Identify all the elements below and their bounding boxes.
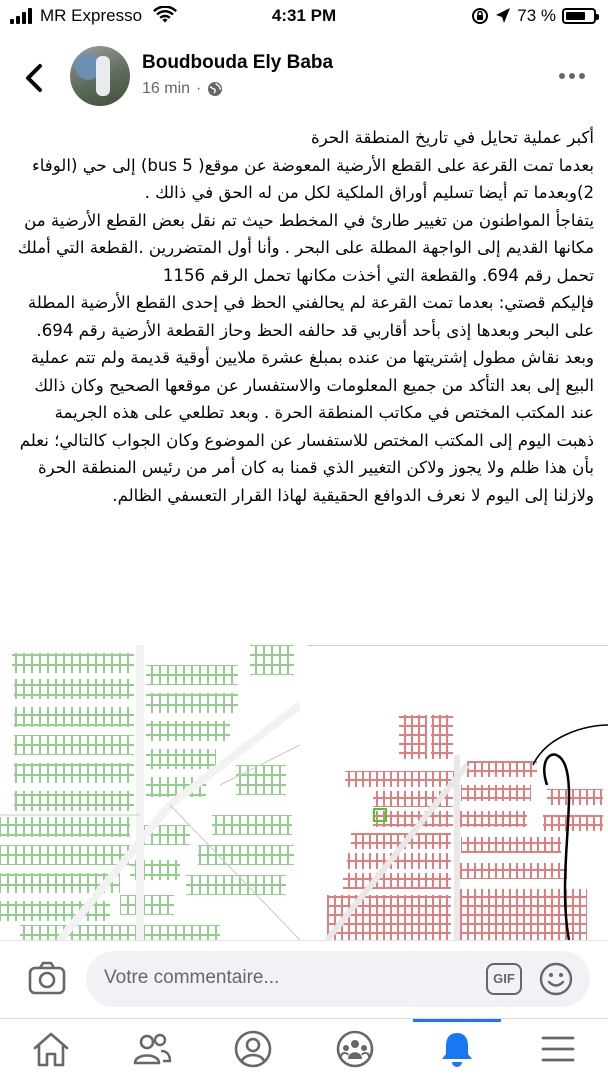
author-name[interactable]: Boudbouda Ely Baba — [142, 52, 334, 73]
green-plot-map — [0, 645, 300, 940]
friends-icon[interactable] — [131, 1029, 173, 1069]
post-image-green-plan[interactable] — [0, 645, 300, 940]
post-paragraph: فإليكم قصتي: بعدما تمت القرعة لم يحالفني الحظ في إحدى القطع الأرضية المطلة على البحر وبعدها إذى بأحد أقاربي قد حالفه الحظ وحاز القطعة الأرضية رقم 694. وبعد نقاش مطول إشتريتها من عنده بمبلغ عشرة ملايين أوقية قديمة ولم تتم عملية البيع إلى بعد التأكد من جميع المعلومات والاستفسار عن موقعها الصحيح وكان ذالك عند المكتب المختص في مكاتب المنطقة الحرة . وبعد تطلعي على هذه الجريمة ذهبت اليوم إلى المكتب المختص للاستفسار عن الموضوع وكان الجواب كالتالي؛ نعلم بأن هذا ظلم ولا يجوز ولاكن التغيير الذي قمنا به كان أمر من رئيس المنطقة الحرة ولازلنا إلى اليوم لا نعرف الدوافع الحقيقية لهاذا القرار التعسفي الظالم. — [19, 293, 594, 505]
comment-placeholder: Votre commentaire... — [104, 967, 280, 988]
post-time[interactable]: 16 min — [142, 80, 191, 97]
home-icon[interactable] — [30, 1029, 72, 1069]
groups-icon[interactable] — [334, 1029, 376, 1069]
bell-icon[interactable] — [436, 1029, 478, 1069]
post-image-red-plan[interactable] — [307, 645, 608, 940]
more-options-icon[interactable] — [558, 66, 586, 86]
bottom-tab-bar — [0, 1018, 608, 1080]
active-tab-indicator — [413, 1019, 501, 1022]
clock: 4:31 PM — [271, 6, 337, 25]
rotation-lock-icon — [471, 7, 489, 25]
red-plot-map — [307, 645, 608, 940]
post-body — [14, 124, 594, 509]
comment-input[interactable] — [86, 951, 590, 1007]
back-arrow-icon[interactable] — [18, 58, 52, 98]
carrier-name: MR Expresso — [40, 6, 143, 25]
battery-percent: 73 % — [517, 6, 556, 25]
post-paragraph: بعدما تمت القرعة على القطع الأرضية المعوضة عن موقع( bus 5) إلى حي (الوفاء 2)وبعدما تم أيضا تسليم أوراق الملكية لكل من له الحق في ذالك . — [31, 155, 594, 202]
post-paragraph: يتفاجأ المواطنون من تغيير طارئ في المخطط حيث تم نقل بعض القطع الأرضية من مكانها القديم إلى الواجهة المطلة على البحر . وأنا أول المتضررين .القطعة التي أملك تحمل رقم 694. والقطعة التي أخذت مكانها تحمل الرقم 1156 — [17, 210, 594, 285]
profile-icon[interactable] — [232, 1029, 274, 1069]
battery-fill — [566, 12, 585, 20]
emoji-icon[interactable] — [538, 961, 574, 997]
meta-separator: · — [196, 80, 202, 97]
globe-icon — [207, 81, 223, 97]
post-title: أكبر عملية تحايل في تاريخ المنطقة الحرة — [311, 128, 594, 147]
status-bar — [0, 0, 608, 34]
post-meta — [142, 80, 223, 98]
battery-icon — [562, 8, 596, 24]
comment-bar — [0, 940, 608, 1018]
author-avatar[interactable] — [70, 46, 130, 106]
camera-icon[interactable] — [28, 961, 66, 995]
location-arrow-icon — [495, 7, 511, 25]
menu-icon[interactable] — [537, 1029, 579, 1069]
gif-button[interactable]: GIF — [486, 963, 522, 995]
status-right — [471, 5, 596, 27]
